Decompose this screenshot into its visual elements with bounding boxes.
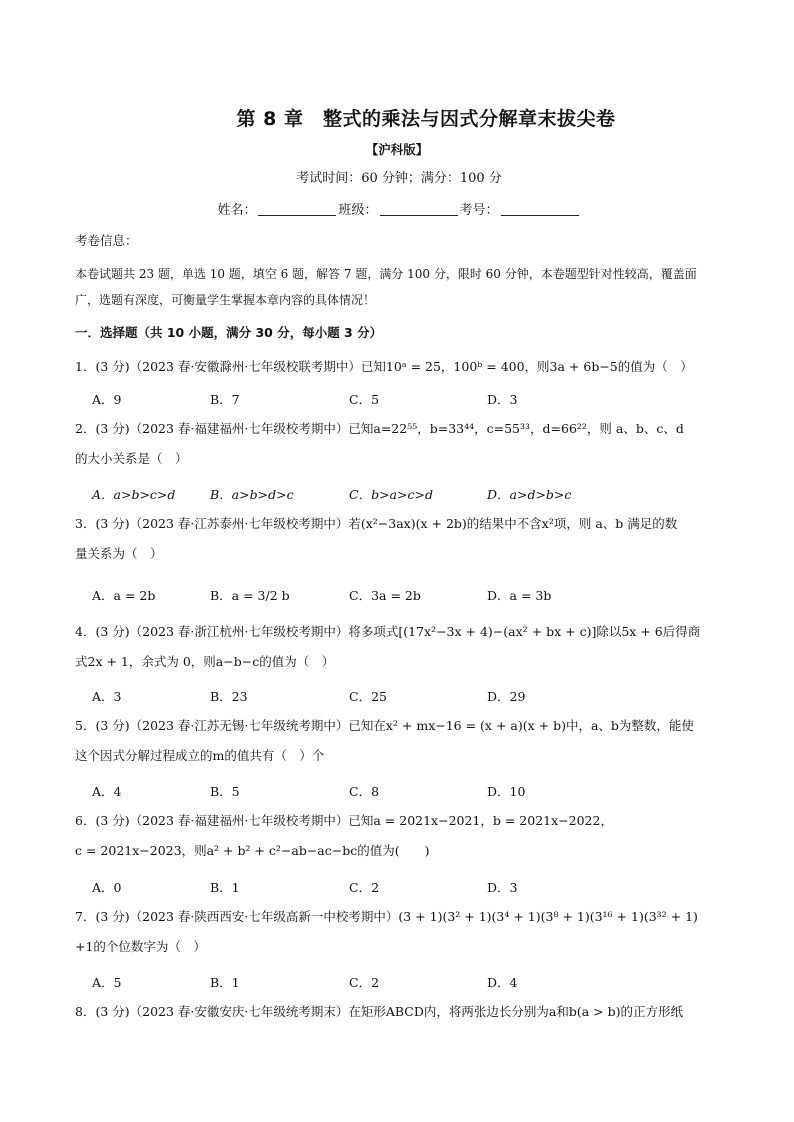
option-b[interactable]: B．7 <box>210 392 240 407</box>
question-6 <box>75 806 725 866</box>
question-1 <box>75 352 725 382</box>
exam-time: 考试时间：60 分钟；满分：100 分 <box>296 171 502 186</box>
question-line: 量关系为（ ） <box>75 546 163 561</box>
question-line: 4．(3 分)（2023 春·浙江杭州·七年级校考期中）将多项式[(17x²−3x + 4)−(ax² + bx + c)]除以5x + 6后得商 <box>75 624 701 639</box>
question-line: 这个因式分解过程成立的m的值共有（ ）个 <box>75 748 325 763</box>
option-c[interactable]: C．b>a>c>d <box>349 487 433 502</box>
question-line: 的大小关系是（ ） <box>75 451 188 466</box>
question-line: 6．(3 分)（2023 春·福建福州·七年级校考期中）已知a = 2021x−2021，b = 2021x−2022， <box>75 813 613 828</box>
option-d[interactable]: D．3 <box>487 880 518 895</box>
option-d[interactable]: D．29 <box>487 689 526 704</box>
question-line: c = 2021x−2023，则a² + b² + c²−ab−ac−bc的值为( ) <box>75 843 430 858</box>
option-d[interactable]: D．4 <box>487 975 518 990</box>
student-fields <box>0 199 794 218</box>
option-b[interactable]: B．1 <box>210 880 240 895</box>
option-c[interactable]: C．8 <box>349 784 380 799</box>
question-line: 8．(3 分)（2023 春·安徽安庆·七年级统考期末）在矩形ABCD内，将两张边长分别为a和b(a > b)的正方形纸 <box>75 1004 683 1019</box>
option-d[interactable]: D．3 <box>487 392 518 407</box>
question-line: 2．(3 分)（2023 春·福建福州·七年级校考期中）已知a=22⁵⁵，b=33⁴⁴，c=55³³，d=66²²，则 a、b、c、d <box>75 421 684 436</box>
option-c[interactable]: C．5 <box>349 392 380 407</box>
question-line: 式2x + 1，余式为 0，则a−b−c的值为（ ） <box>75 654 335 669</box>
option-a[interactable]: A．4 <box>92 784 122 799</box>
option-c[interactable]: C．2 <box>349 975 380 990</box>
section-title: 一．选择题（共 10 小题，满分 30 分，每小题 3 分） <box>75 325 383 340</box>
option-a[interactable]: A．a = 2b <box>92 588 156 603</box>
question-line: +1的个位数字为（ ） <box>75 939 206 954</box>
question-5 <box>75 711 725 771</box>
option-b[interactable]: B．5 <box>210 784 240 799</box>
class-blank[interactable] <box>380 202 458 216</box>
question-line: 3．(3 分)（2023 春·江苏泰州·七年级校考期中）若(x²−3ax)(x + 2b)的结果中不含x²项，则 a、b 满足的数 <box>75 516 678 531</box>
option-d[interactable]: D．10 <box>487 784 526 799</box>
option-a[interactable]: A．9 <box>92 392 122 407</box>
option-d[interactable]: D．a>d>b>c <box>487 487 572 502</box>
question-line: 7．(3 分)（2023 春·陕西西安·七年级高新一中校考期中）(3 + 1)(3² + 1)(3⁴ + 1)(3⁸ + 1)(3¹⁶ + 1)(3³² + 1) <box>75 909 698 924</box>
option-a[interactable]: A．5 <box>92 975 122 990</box>
option-a[interactable]: A．a>b>c>d <box>92 487 176 502</box>
question-2 <box>75 414 725 474</box>
question-line: 5．(3 分)（2023 春·江苏无锡·七年级统考期中）已知在x² + mx−16 = (x + a)(x + b)中，a、b为整数，能使 <box>75 718 694 733</box>
info-body: 本卷试题共 23 题，单选 10 题，填空 6 题，解答 7 题，满分 100 分，限时 60 分钟，本卷题型针对性较高，覆盖面广，选题有深度，可衡量学生掌握本章内容的具体情况！ <box>75 267 697 307</box>
option-c[interactable]: C．2 <box>349 880 380 895</box>
option-c[interactable]: C．3a = 2b <box>349 588 421 603</box>
question-3 <box>75 509 725 569</box>
name-label: 姓名： <box>217 203 257 218</box>
edition-label: 【沪科版】 <box>365 142 429 157</box>
option-c[interactable]: C．25 <box>349 689 387 704</box>
option-b[interactable]: B．a = 3/2 b <box>210 588 290 603</box>
option-b[interactable]: B．1 <box>210 975 240 990</box>
option-b[interactable]: B．23 <box>210 689 248 704</box>
class-label: 班级： <box>338 203 378 218</box>
info-heading: 考卷信息： <box>75 233 138 248</box>
page-title: 第 8 章 整式的乘法与因式分解章末拔尖卷 <box>236 108 616 130</box>
option-a[interactable]: A．3 <box>92 689 122 704</box>
option-a[interactable]: A．0 <box>92 880 122 895</box>
name-blank[interactable] <box>258 202 336 216</box>
number-label: 考号： <box>459 203 499 218</box>
question-8 <box>75 997 725 1027</box>
question-7 <box>75 902 725 962</box>
option-d[interactable]: D．a = 3b <box>487 588 552 603</box>
question-line: 1．(3 分)（2023 春·安徽滁州·七年级校联考期中）已知10ᵃ = 25，100ᵇ = 400，则3a + 6b−5的值为（ ） <box>75 359 693 374</box>
question-4 <box>75 617 725 677</box>
option-b[interactable]: B．a>b>d>c <box>210 487 294 502</box>
number-blank[interactable] <box>501 202 579 216</box>
